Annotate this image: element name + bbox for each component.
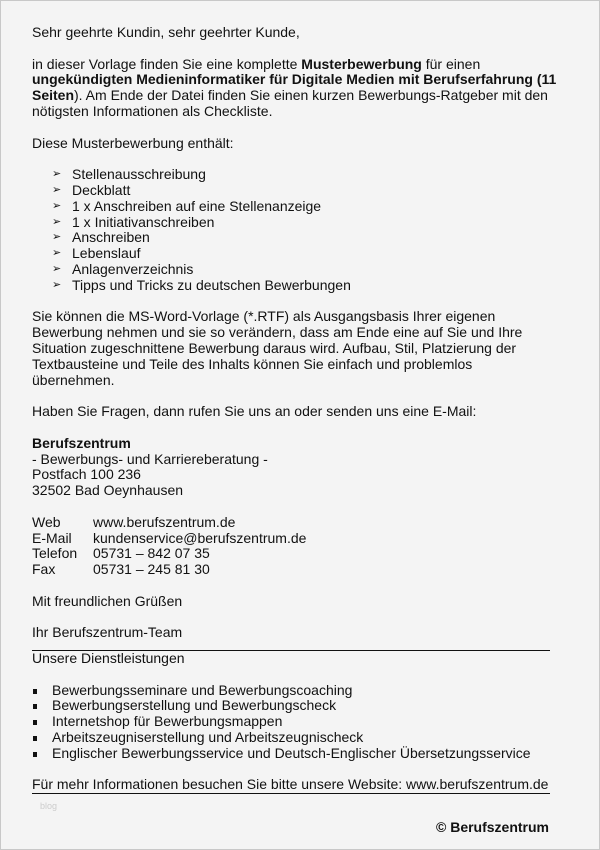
arrow-bullet-icon: ➢ [52, 168, 62, 181]
list-item: Arbeitszeugniserstellung und Arbeitszeugnischeck [32, 730, 552, 746]
services-list [32, 683, 552, 762]
contents-list [32, 167, 552, 293]
intro-text: nötigsten Informationen als Checkliste. [32, 102, 273, 119]
contact-table [32, 515, 552, 578]
square-bullet-icon [33, 704, 37, 709]
email-link[interactable]: kundenservice@berufszentrum.de [93, 529, 307, 546]
intro-bold: Seiten [32, 87, 75, 104]
contact-row-fax: Fax 05731 – 245 81 30 [32, 561, 210, 578]
more-info: Für mehr Informationen besuchen Sie bitte unsere Website: www.berufszentrum.de [32, 776, 549, 793]
list-item: ➢ Anschreiben [52, 229, 150, 246]
divider [32, 793, 550, 794]
list-item: ➢ Stellenausschreibung [52, 166, 206, 183]
closing: Mit freundlichen Grüßen [32, 592, 183, 609]
list-item: ➢ Anlagenverzeichnis [52, 260, 194, 277]
intro-text: für einen [421, 55, 481, 72]
list-item: Englischer Bewerbungsservice und Deutsch-Englischer Übersetzungsservice [32, 746, 552, 762]
intro-text: ). Am Ende der Datei finden Sie einen kurzen Bewerbungs-Ratgeber mit den [74, 87, 548, 104]
website-link[interactable]: www.berufszentrum.de [93, 513, 236, 530]
address-block [32, 436, 552, 499]
watermark: blog [40, 801, 58, 811]
arrow-bullet-icon: ➢ [52, 278, 62, 291]
square-bullet-icon [33, 720, 37, 725]
arrow-bullet-icon: ➢ [52, 215, 62, 228]
list-item: Bewerbungsseminare und Bewerbungscoaching [32, 683, 552, 699]
text-line: Situation zugeschnittene Bewerbung daraus wird. Aufbau, Stil, Platzierung der [32, 339, 517, 356]
arrow-bullet-icon: ➢ [52, 262, 62, 275]
list-item: Bewerbungserstellung und Bewerbungscheck [32, 698, 552, 714]
list-item: ➢ 1 x Initiativanschreiben [52, 213, 215, 230]
copyright: © Berufszentrum [436, 819, 549, 835]
signature: Ihr Berufszentrum-Team [32, 624, 183, 641]
contact-row-web: Web www.berufszentrum.de [32, 513, 236, 530]
intro-text: in dieser Vorlage finden Sie eine komplette [32, 55, 302, 72]
intro-bold: ungekündigten Medieninformatiker für Digitale Medien mit Berufserfahrung (11 [32, 71, 557, 88]
document-body [32, 24, 557, 794]
questions-text: Haben Sie Fragen, dann rufen Sie uns an oder senden uns eine E-Mail: [32, 403, 477, 420]
company-name: Berufszentrum [32, 434, 131, 451]
text-line: Textbausteine und Teile des Inhalts können Sie einfach und problemlos [32, 355, 473, 372]
list-item: Internetshop für Bewerbungsmappen [32, 714, 552, 730]
company-subtitle: - Bewerbungs- und Karriereberatung - [32, 450, 268, 467]
list-item: ➢ Tipps und Tricks zu deutschen Bewerbungen [52, 276, 351, 293]
city: 32502 Bad Oeynhausen [32, 482, 184, 499]
intro-bold: Musterbewerbung [301, 55, 422, 72]
list-item: ➢ Lebenslauf [52, 245, 141, 262]
arrow-bullet-icon: ➢ [52, 247, 62, 260]
arrow-bullet-icon: ➢ [52, 183, 62, 196]
arrow-bullet-icon: ➢ [52, 199, 62, 212]
contents-heading: Diese Musterbewerbung enthält: [32, 134, 234, 151]
square-bullet-icon [33, 752, 37, 757]
arrow-bullet-icon: ➢ [52, 231, 62, 244]
text-line: übernehmen. [32, 371, 115, 388]
text-line: Sie können die MS-Word-Vorlage (*.RTF) als Ausgangsbasis Ihrer eigenen [32, 308, 496, 325]
services-heading: Unsere Dienstleistungen [32, 650, 185, 667]
greeting: Sehr geehrte Kundin, sehr geehrter Kunde, [32, 24, 300, 40]
square-bullet-icon [33, 736, 37, 741]
square-bullet-icon [33, 689, 37, 694]
list-item: ➢ 1 x Anschreiben auf eine Stellenanzeige [52, 197, 322, 214]
phone-number: 05731 – 842 07 35 [93, 545, 210, 562]
usage-paragraph [32, 309, 552, 388]
intro-paragraph [32, 55, 557, 120]
text-line: Bewerbung nehmen und sie so verändern, dass am Ende eine auf Sie und Ihre [32, 324, 523, 341]
contact-row-phone: Telefon 05731 – 842 07 35 [32, 545, 210, 562]
fax-number: 05731 – 245 81 30 [93, 561, 210, 578]
contact-row-email: E-Mail kundenservice@berufszentrum.de [32, 529, 307, 546]
list-item: ➢ Deckblatt [52, 181, 131, 198]
po-box: Postfach 100 236 [32, 466, 141, 483]
